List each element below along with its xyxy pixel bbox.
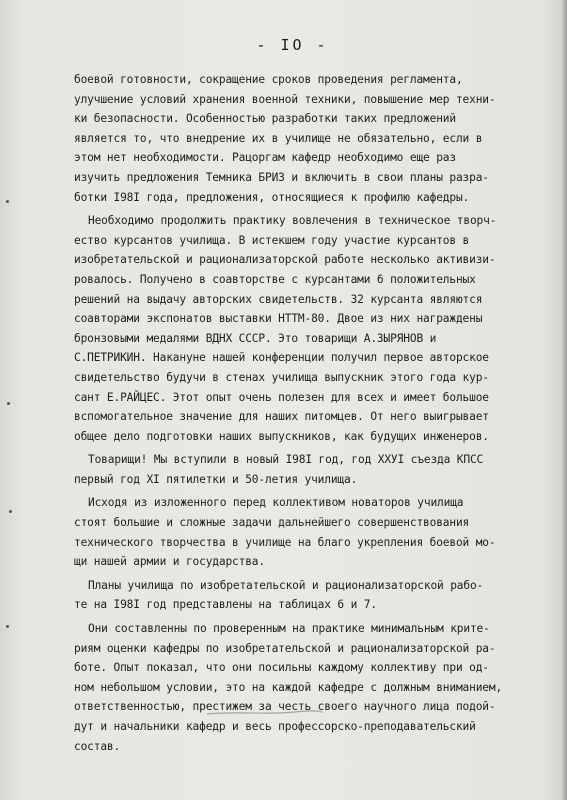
text-line: Товарищи! Мы вступили в новый I98I год, год XXУI съезда КПСС — [88, 453, 484, 467]
text-line: изучить предложения Темника БРИЗ и включить в свои планы разра- — [74, 170, 489, 184]
text-line: Они составленны по проверенным на практике минимальным крите- — [88, 622, 490, 636]
text-line: ровалось. Получено в соавторстве с курсантами 6 положительных — [74, 272, 476, 286]
text-line: ответственностью, престижем за честь своего научного лица подой- — [74, 700, 496, 714]
paragraph — [74, 576, 554, 615]
text-line: ки безопасности. Особенностью разработки таких предложений — [74, 112, 456, 126]
text-line: первый год XI пятилетки и 50-летия училища. — [74, 472, 358, 486]
text-line: дут и начальники кафедр и весь профессорско-преподавательский — [74, 720, 476, 733]
text-line: сант Е.РАЙЦЕС. Этот опыт очень полезен для всех и имеет большое — [74, 390, 489, 404]
paragraph — [74, 450, 554, 489]
text-line: свидетельство будучи в стенах училища выпускник этого года кур- — [74, 370, 489, 384]
text-line: Планы училища по изобретательской и рационализаторской рабо- — [88, 578, 484, 592]
punch-hole-mark — [7, 402, 10, 405]
text-line: Исходя из изложенного перед коллективом новаторов училища — [88, 496, 464, 510]
text-line: ботки I98I года, предложения, относящиеся к профилю кафедры. — [74, 190, 470, 204]
page-number: - IO - — [256, 36, 329, 54]
document-body — [74, 70, 554, 760]
text-line: бронзовыми медалями ВДНХ СССР. Это товарищи А.ЗЫРЯНОВ и — [74, 331, 437, 345]
text-line: улучшение условий хранения военной техники, повышение мер техни- — [74, 92, 496, 106]
punch-hole-mark — [9, 510, 12, 513]
paragraph — [74, 619, 554, 756]
text-line: щи нашей армии и государства. — [74, 555, 265, 569]
text-line: Необходимо продолжить практику вовлечения в техническое творч- — [88, 214, 497, 228]
page-edge-shadow — [561, 0, 567, 800]
text-line: С.ПЕТРИКИН. Накануне нашей конференции получил первое авторское — [74, 351, 489, 365]
punch-hole-mark — [6, 200, 9, 203]
text-line: является то, что внедрение их в училище не обязательно, если в — [74, 131, 483, 145]
text-line: общее дело подготовки наших выпускников, как будущих инженеров. — [74, 429, 489, 443]
paragraph — [74, 211, 554, 446]
text-line: ество курсантов училища. В истекшем году участие курсантов в — [74, 233, 470, 247]
text-line: боте. Опыт показал, что они посильны каждому коллективу при од- — [74, 661, 489, 675]
text-line: изобретательской и рационализаторской работе несколько активизи- — [74, 253, 496, 267]
text-line: боевой готовности, сокращение сроков проведения регламента, — [74, 73, 463, 86]
text-line: состав. — [74, 739, 121, 753]
text-line: технического творчества в училище на благо укрепления боевой мо- — [74, 535, 496, 549]
paragraph — [74, 70, 554, 207]
text-line: стоят большие и сложные задачи дальнейшего совершенствования — [74, 516, 470, 530]
paragraph — [74, 493, 554, 571]
text-line: ном небольшом условии, это на каждой кафедре с должным вниманием, — [74, 680, 503, 694]
text-line: решений на выдачу авторских свидетельств. 32 курсанта являются — [74, 292, 483, 306]
text-line: те на I98I год представлены на таблицах 6 и 7. — [74, 598, 377, 612]
pencil-stroke-mark — [205, 708, 325, 718]
text-line: риям оценки кафедры по изобретательской и рационализаторской ра- — [74, 641, 496, 655]
punch-hole-mark — [6, 625, 9, 628]
text-line: вспомогательное значение для наших питомцев. От него выигрывает — [74, 410, 489, 424]
text-line: этом нет необходимости. Рацоргам кафедр необходимо еще раз — [74, 151, 456, 165]
text-line: соавторами экспонатов выставки НТТМ-80. Двое из них награждены — [74, 312, 483, 326]
